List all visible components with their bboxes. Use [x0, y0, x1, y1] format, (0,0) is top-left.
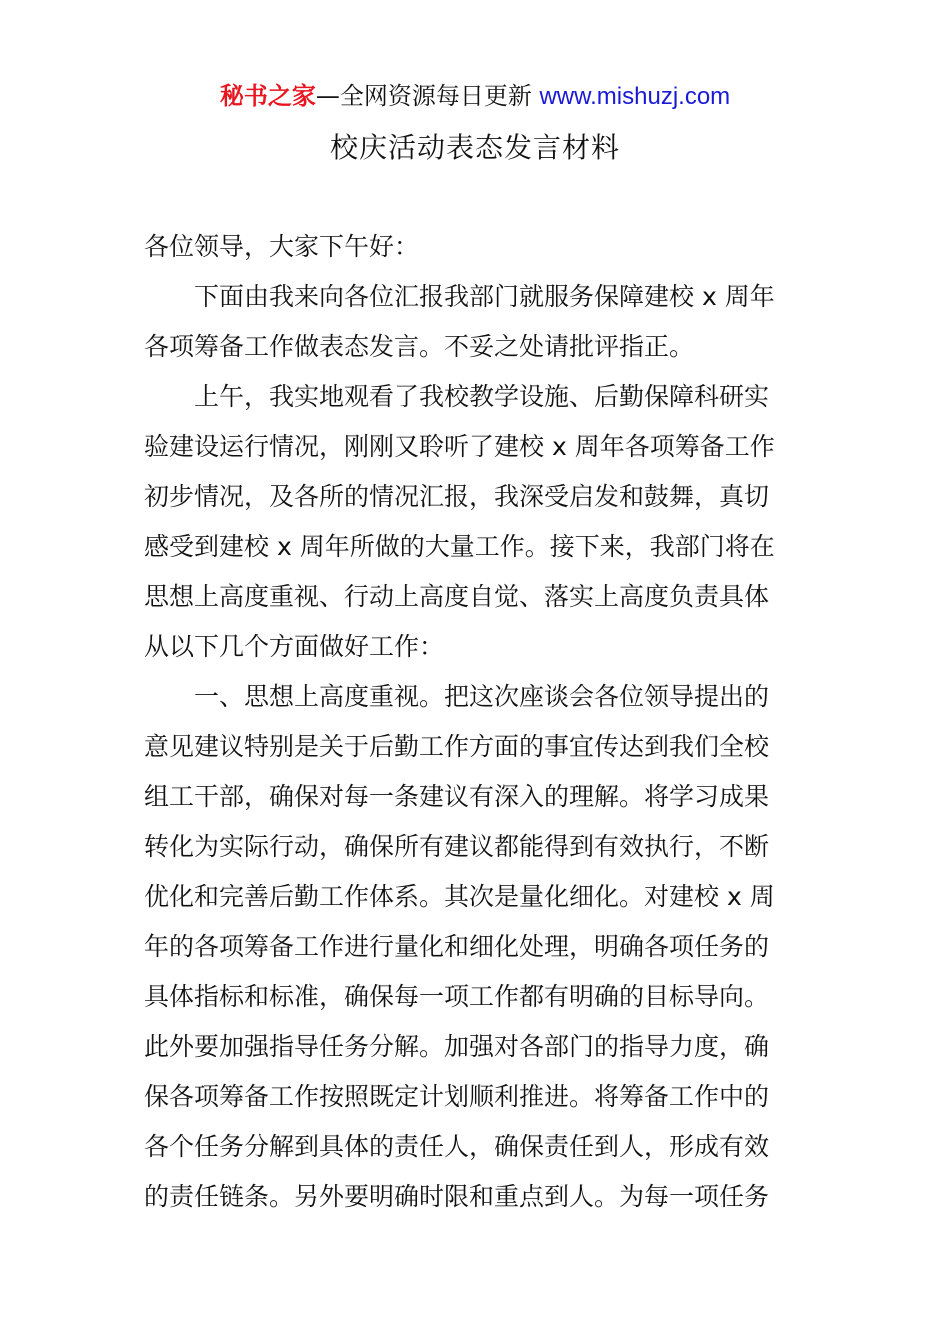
body-line: 的责任链条。另外要明确时限和重点到人。为每一项任务 [144, 1182, 770, 1211]
body-line: 各个任务分解到具体的责任人，确保责任到人，形成有效 [144, 1132, 770, 1161]
body-line: 优化和完善后勤工作体系。其次是量化细化。对建校 x 周 [144, 882, 775, 911]
site-brand: 秘书之家 [219, 82, 316, 110]
body-line: 感受到建校 x 周年所做的大量工作。接下来，我部门将在 [144, 532, 775, 561]
body-line: 各项筹备工作做表态发言。不妥之处请批评指正。 [144, 332, 695, 361]
body-line: 组工干部，确保对每一条建议有深入的理解。将学习成果 [144, 782, 770, 811]
body-line: 年的各项筹备工作进行量化和细化处理，明确各项任务的 [144, 932, 770, 961]
body-line: 一、思想上高度重视。把这次座谈会各位领导提出的 [194, 682, 770, 711]
body-line: 上午，我实地观看了我校教学设施、后勤保障科研实 [194, 382, 770, 411]
body-line: 具体指标和标准，确保每一项工作都有明确的目标导向。 [144, 982, 770, 1011]
body-line: 保各项筹备工作按照既定计划顺利推进。将筹备工作中的 [144, 1082, 770, 1111]
body-line: 验建设运行情况，刚刚又聆听了建校 x 周年各项筹备工作 [144, 432, 775, 461]
body-line: 转化为实际行动，确保所有建议都能得到有效执行，不断 [144, 832, 770, 861]
site-url-link[interactable]: www.mishuzj.com [539, 83, 731, 110]
body-line: 从以下几个方面做好工作： [144, 632, 445, 661]
body-line: 意见建议特别是关于后勤工作方面的事宜传达到我们全校 [144, 732, 770, 761]
document-body [144, 222, 808, 1222]
site-slogan: —全网资源每日更新 [315, 82, 540, 110]
body-line: 各位领导，大家下午好： [144, 232, 420, 261]
body-line: 思想上高度重视、行动上高度自觉、落实上高度负责具体 [144, 582, 770, 611]
body-line: 初步情况，及各所的情况汇报，我深受启发和鼓舞，真切 [144, 482, 770, 511]
body-line: 下面由我来向各位汇报我部门就服务保障建校 x 周年 [194, 282, 775, 311]
document-title: 校庆活动表态发言材料 [329, 131, 620, 164]
site-header [0, 80, 950, 113]
body-line: 此外要加强指导任务分解。加强对各部门的指导力度，确 [144, 1032, 770, 1061]
